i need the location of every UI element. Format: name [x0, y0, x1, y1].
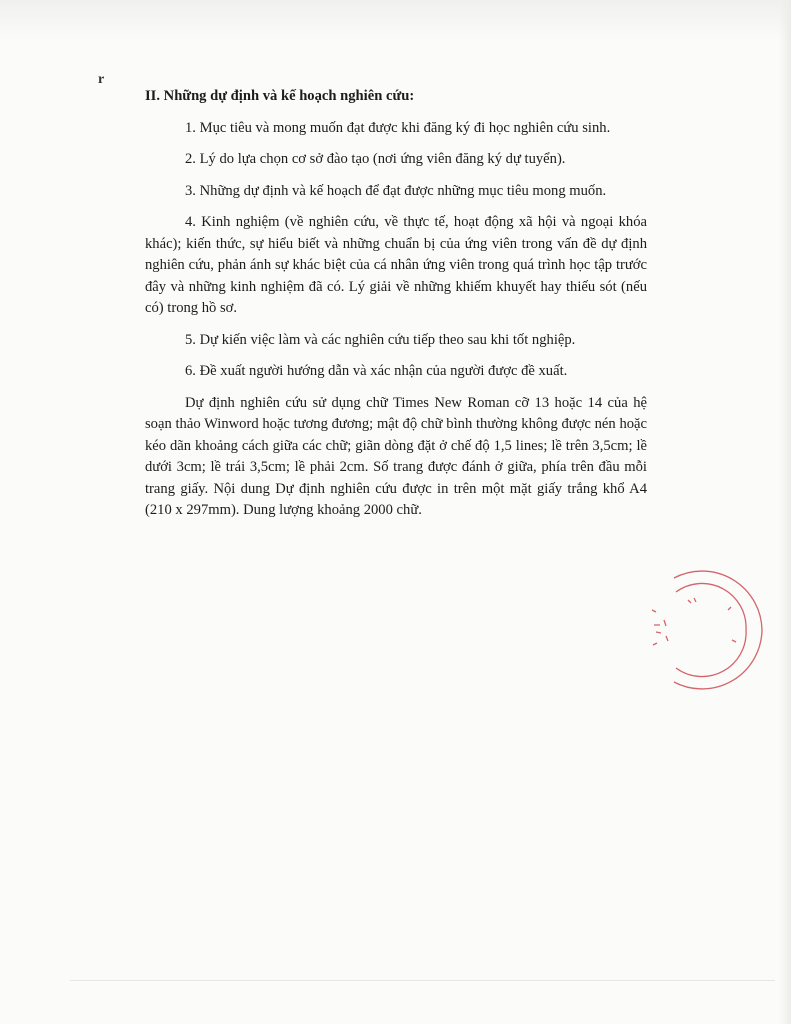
item-number: 2.: [185, 151, 196, 167]
list-item: [145, 212, 647, 320]
item-number: 5.: [185, 331, 196, 348]
list-item: [145, 361, 647, 383]
item-text: Những dự định và kế hoạch để đạt được những mục tiêu mong muốn.: [199, 182, 607, 199]
scan-shadow-right: [779, 0, 791, 1024]
list-item: [145, 118, 647, 140]
item-text: Lý do lựa chọn cơ sở đào tạo (nơi ứng viên đăng ký dự tuyển).: [199, 151, 566, 167]
stamp-outer-arc: [674, 571, 762, 689]
item-text: Đề xuất người hướng dẫn và xác nhận của người được đề xuất.: [199, 363, 568, 379]
stamp-inner-arc: [676, 583, 746, 676]
item-text: Mục tiêu và mong muốn đạt được khi đăng ký đi học nghiên cứu sinh.: [199, 119, 611, 136]
item-text: Dự kiến việc làm và các nghiên cứu tiếp theo sau khi tốt nghiệp.: [199, 331, 576, 348]
list-item: [145, 181, 647, 203]
section-heading: II. Những dự định và kế hoạch nghiên cứu:: [145, 88, 415, 104]
item-number: 6.: [185, 363, 196, 379]
stamp-glyph-marks: [652, 598, 736, 645]
item-text: Kinh nghiệm (về nghiên cứu, về thực tế, hoạt động xã hội và ngoại khóa khác); kiến thức, sự hiểu biết và những chuẩn bị của ứng viên trong vấn đề dự định nghiên cứu, phản ánh sự khác biệt của cá nhân ứng viên trong quá trình học tập trước đây và những kinh nghiệm đã có. Lý giải về những khiếm khuyết hay thiếu sót (nếu có) trong hồ sơ.: [145, 214, 647, 316]
document-body: [145, 86, 647, 522]
item-number: 4.: [185, 214, 196, 230]
scan-shadow-top: [0, 0, 791, 40]
scan-line-bottom: [70, 980, 775, 981]
corner-mark: r: [98, 72, 105, 87]
format-note-paragraph: Dự định nghiên cứu sử dụng chữ Times New Roman cỡ 13 hoặc 14 của hệ soạn thảo Winword hoặc tương đương; mật độ chữ bình thường không được nén hoặc kéo dãn khoảng cách giữa các chữ; giãn dòng đặt ở chế độ 1,5 lines; lề trên 3,5cm; lề dưới 3cm; lề trái 3,5cm; lề phải 2cm. Số trang được đánh ở giữa, phía trên đầu mỗi trang giấy. Nội dung Dự định nghiên cứu được in trên một mặt giấy trắng khổ A4 (210 x 297mm). Dung lượng khoảng 2000 chữ.: [145, 394, 647, 518]
list-item: [145, 149, 647, 171]
item-number: 3.: [185, 182, 196, 199]
item-number: 1.: [185, 119, 196, 136]
list-item: [145, 330, 647, 352]
red-seal-stamp: [644, 570, 764, 690]
